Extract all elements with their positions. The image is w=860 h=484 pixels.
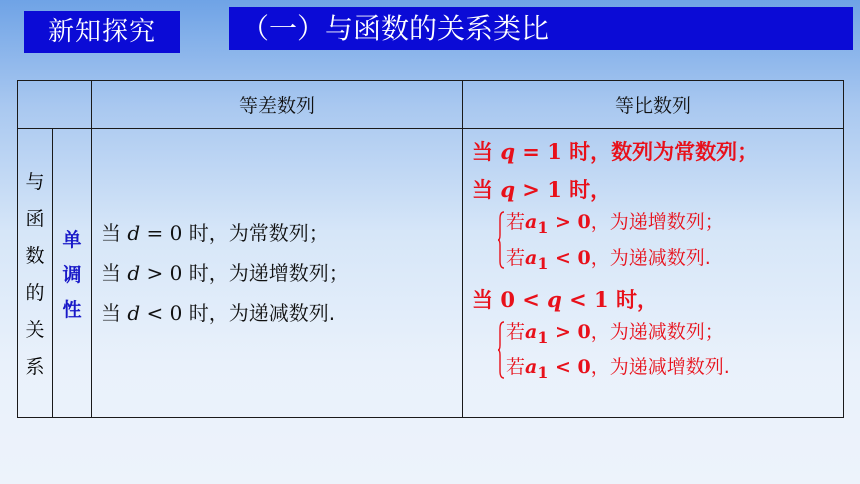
arithmetic-cell — [92, 129, 463, 418]
row-header-char: 与 — [25, 171, 45, 193]
subheader-char: 性 — [62, 298, 82, 321]
geometric-case-q-equals-1: 当 q = 1 时，数列为常数列； — [472, 139, 759, 164]
row-header-function-relation — [18, 129, 53, 418]
row-subheader-monotonicity — [53, 129, 92, 418]
comparison-table — [17, 80, 844, 418]
subheader-char: 调 — [62, 263, 82, 286]
row-header-char: 函 — [25, 208, 45, 230]
row-header-char: 的 — [25, 282, 45, 304]
row-header-char: 数 — [25, 245, 45, 267]
subcase-group — [472, 207, 843, 279]
geometric-cell — [463, 129, 844, 418]
subcase-group — [472, 317, 843, 389]
subcase-line: 若$a_1 > 0$，为递增数列； — [506, 211, 724, 237]
table-row-monotonicity — [18, 129, 844, 418]
column-header-geometric: 等比数列 — [463, 81, 844, 129]
table-header-row — [18, 81, 844, 129]
left-brace-icon — [498, 211, 505, 269]
geometric-case-q-greater-1: 当 q > 1 时， — [472, 177, 612, 202]
left-brace-icon — [498, 321, 505, 379]
subcase-line: 若$a_1 < 0$，为递减增数列. — [506, 356, 730, 383]
arithmetic-line: 当 d > 0 时，为递增数列； — [101, 261, 349, 285]
subcase-line: 若$a_1 < 0$，为递减数列. — [506, 246, 711, 273]
slide-title: （一）与函数的关系类比 — [229, 7, 853, 50]
subcase-line: 若$a_1 > 0$，为递减数列； — [506, 320, 724, 347]
corner-cell — [18, 81, 92, 129]
arithmetic-line: 当 d < 0 时，为递减数列. — [101, 301, 336, 325]
row-header-char: 关 — [25, 319, 45, 341]
row-header-char: 系 — [25, 356, 45, 378]
arithmetic-line: 当 d = 0 时，为常数列； — [101, 221, 329, 245]
geometric-case-q-between-0-1: 当 0 < q < 1 时， — [472, 286, 658, 312]
subheader-char: 单 — [62, 228, 82, 251]
section-tag: 新知探究 — [24, 11, 180, 53]
column-header-arithmetic: 等差数列 — [92, 81, 463, 129]
